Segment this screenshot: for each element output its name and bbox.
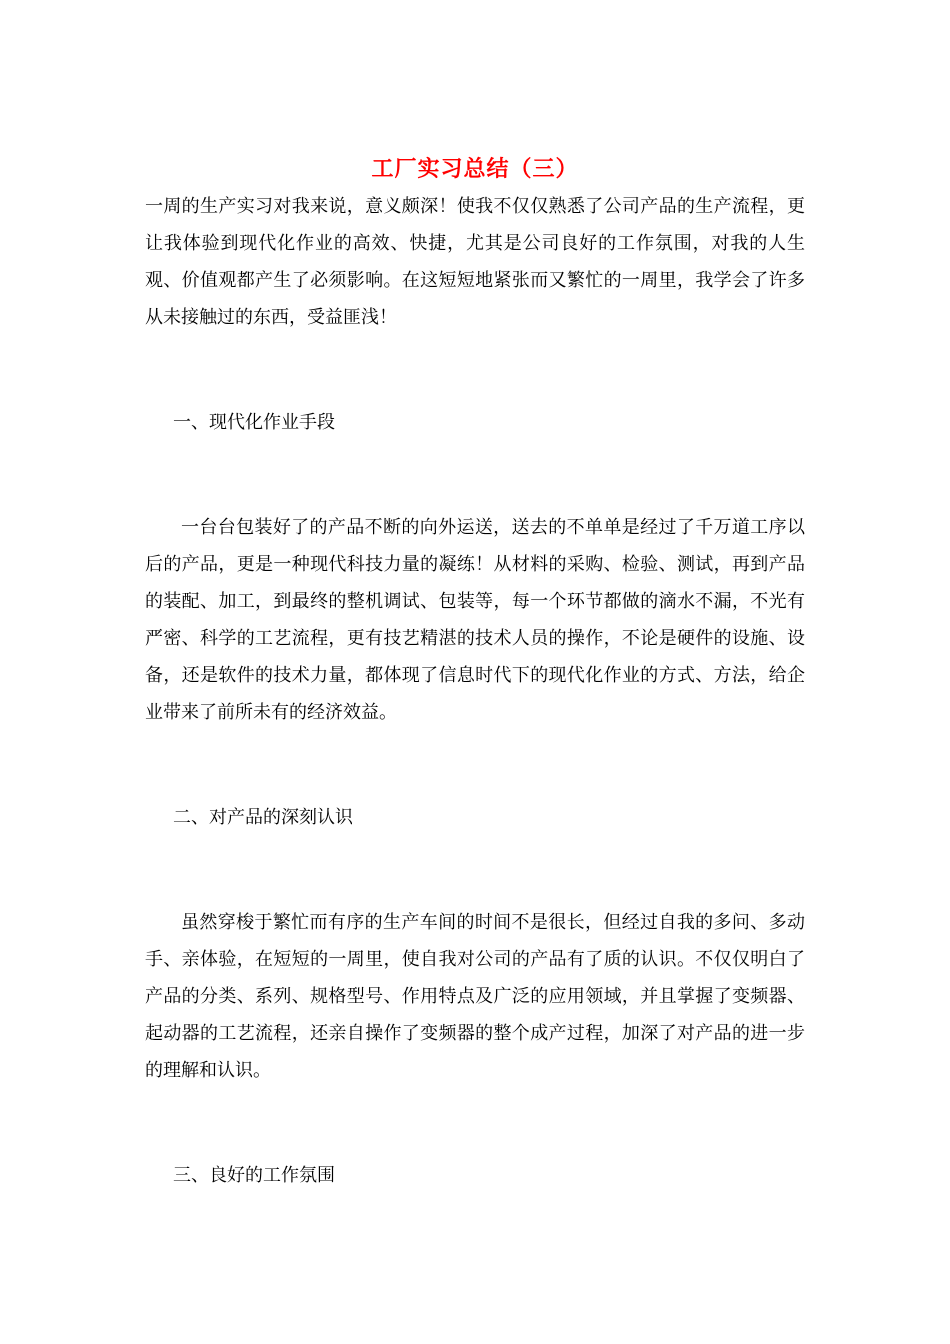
spacer bbox=[145, 336, 805, 404]
section-heading-1: 一、现代化作业手段 bbox=[173, 412, 335, 433]
spacer bbox=[145, 1089, 805, 1157]
document-title: 工厂实习总结（三） bbox=[371, 156, 579, 182]
document-page bbox=[145, 150, 805, 1194]
section-heading-3: 三、良好的工作氛围 bbox=[173, 1165, 335, 1186]
intro-paragraph: 一周的生产实习对我来说，意义颇深！使我不仅仅熟悉了公司产品的生产流程，更让我体验到现代化作业的高效、快捷，尤其是公司良好的工作氛围，对我的人生观、价值观都产生了必须影响。在这短短地紧张而又繁忙的一周里，我学会了许多从未接触过的东西，受益匪浅！ bbox=[145, 196, 805, 328]
section-heading-2: 二、对产品的深刻认识 bbox=[173, 807, 353, 828]
section-body-2: 虽然穿梭于繁忙而有序的生产车间的时间不是很长，但经过自我的多问、多动手、亲体验，在短短的一周里，使自我对公司的产品有了质的认识。不仅仅明白了产品的分类、系列、规格型号、作用特点及广泛的应用领域，并且掌握了变频器、起动器的工艺流程，还亲自操作了变频器的整个成产过程，加深了对产品的进一步的理解和认识。 bbox=[145, 912, 805, 1081]
section-body-1: 一台台包装好了的产品不断的向外运送，送去的不单单是经过了千万道工序以后的产品，更是一种现代科技力量的凝练！从材料的采购、检验、测试，再到产品的装配、加工，到最终的整机调试、包装等，每一个环节都做的滴水不漏，不光有严密、科学的工艺流程，更有技艺精湛的技术人员的操作，不论是硬件的设施、设备，还是软件的技术力量，都体现了信息时代下的现代化作业的方式、方法，给企业带来了前所未有的经济效益。 bbox=[145, 517, 805, 723]
spacer bbox=[145, 731, 805, 799]
spacer bbox=[145, 836, 805, 904]
spacer bbox=[145, 441, 805, 509]
